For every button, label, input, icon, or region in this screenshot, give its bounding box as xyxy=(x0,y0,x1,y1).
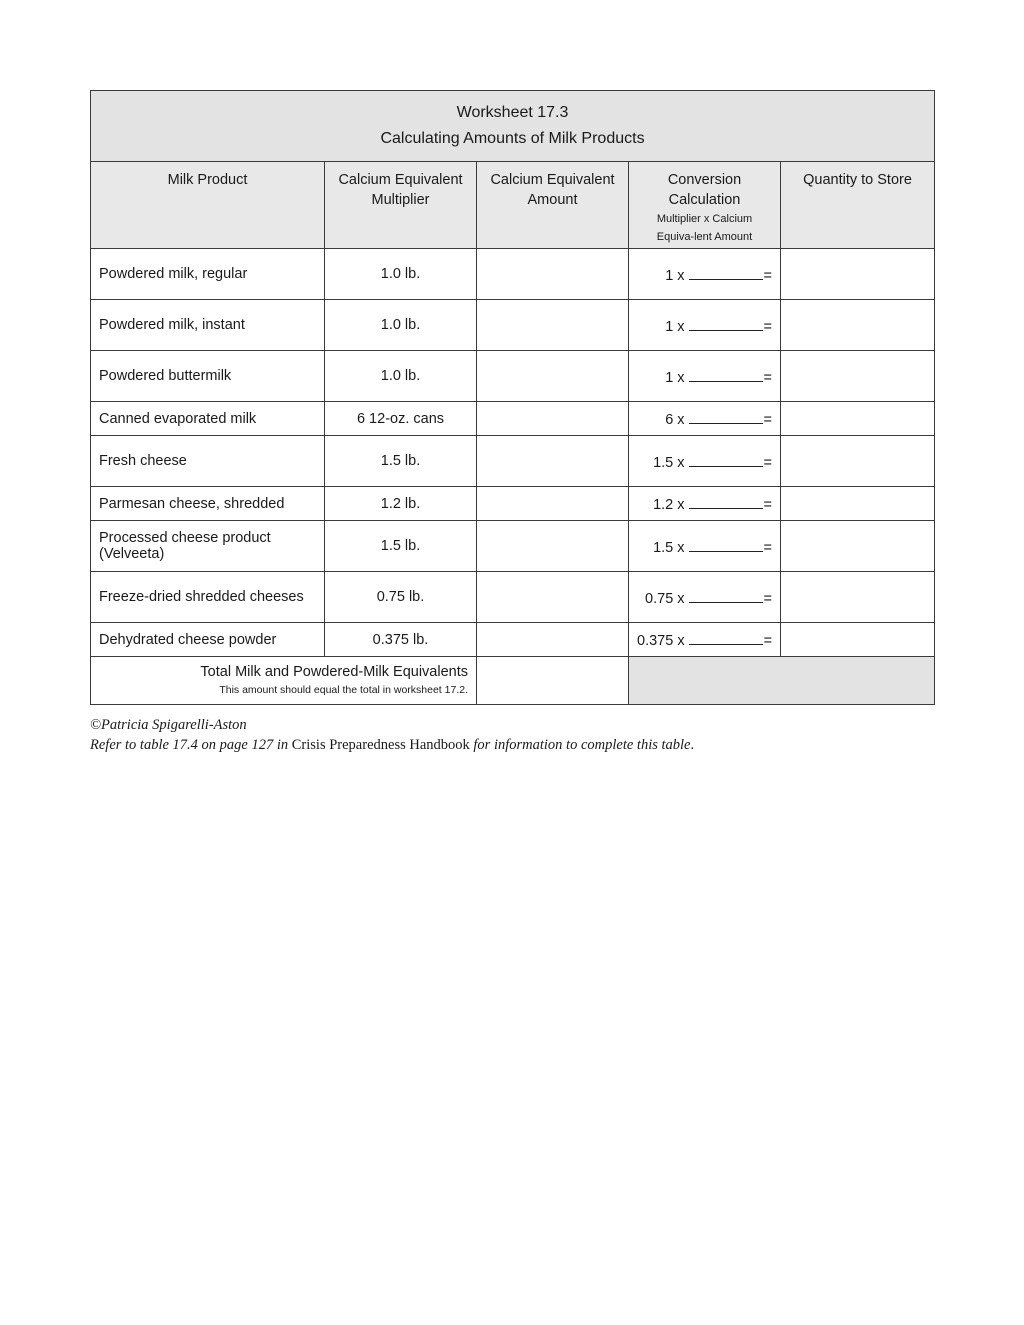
worksheet-number: Worksheet 17.3 xyxy=(456,104,569,121)
conversion-multiplier: 1.2 x xyxy=(653,497,685,513)
col-header-conversion xyxy=(629,162,781,249)
amount-input-cell[interactable] xyxy=(477,249,629,300)
conversion-multiplier: 1.5 x xyxy=(653,539,685,556)
quantity-input-cell[interactable] xyxy=(781,351,935,402)
amount-input-cell[interactable] xyxy=(477,300,629,351)
quantity-input-cell[interactable] xyxy=(781,436,935,487)
multiplier-value: 0.75 lb. xyxy=(325,572,477,623)
conversion-multiplier: 1 x xyxy=(665,369,685,386)
conversion-blank[interactable] xyxy=(689,630,763,645)
table-row xyxy=(91,521,935,572)
conversion-equals: = xyxy=(763,539,772,556)
conversion-cell xyxy=(629,521,781,572)
amount-input-cell[interactable] xyxy=(477,436,629,487)
conversion-header-sub: Multiplier x Calcium Equiva-lent Amount xyxy=(656,213,753,243)
conversion-equals: = xyxy=(763,267,772,284)
conversion-equals: = xyxy=(763,633,773,649)
conversion-blank[interactable] xyxy=(689,367,763,382)
amount-input-cell[interactable] xyxy=(477,521,629,572)
conversion-equals: = xyxy=(763,318,772,335)
conversion-header-label: Conversion Calculation xyxy=(667,172,742,208)
quantity-input-cell[interactable] xyxy=(781,572,935,623)
col-header-amount: Calcium Equivalent Amount xyxy=(477,162,629,249)
conversion-blank[interactable] xyxy=(689,409,763,424)
quantity-input-cell[interactable] xyxy=(781,623,935,657)
conversion-blank[interactable] xyxy=(689,537,763,552)
total-label: Total Milk and Powdered-Milk Equivalents xyxy=(200,663,468,680)
product-name: Dehydrated cheese powder xyxy=(91,623,325,657)
conversion-blank[interactable] xyxy=(689,265,763,280)
product-name: Freeze-dried shredded cheeses xyxy=(91,572,325,623)
table-row xyxy=(91,572,935,623)
conversion-cell xyxy=(629,487,781,521)
conversion-multiplier: 1.5 x xyxy=(653,454,685,471)
amount-input-cell[interactable] xyxy=(477,402,629,436)
footer xyxy=(90,715,934,755)
amount-input-cell[interactable] xyxy=(477,351,629,402)
amount-input-cell[interactable] xyxy=(477,487,629,521)
table-row xyxy=(91,249,935,300)
conversion-blank[interactable] xyxy=(689,452,763,467)
multiplier-value: 1.5 lb. xyxy=(325,521,477,572)
table-row xyxy=(91,623,935,657)
conversion-equals: = xyxy=(763,590,772,607)
total-amount-cell[interactable] xyxy=(477,657,629,705)
col-header-multiplier: Calcium Equivalent Multiplier xyxy=(325,162,477,249)
quantity-input-cell[interactable] xyxy=(781,402,935,436)
total-shaded-cell xyxy=(629,657,935,705)
total-label-cell xyxy=(91,657,477,705)
quantity-input-cell[interactable] xyxy=(781,249,935,300)
reference-note: Refer to table 17.4 on page 127 in Crisis Preparedness Handbook for information to complete this table. xyxy=(90,737,695,753)
conversion-cell xyxy=(629,436,781,487)
product-name: Parmesan cheese, shredded xyxy=(91,487,325,521)
worksheet-title-cell xyxy=(91,91,935,162)
conversion-multiplier: 0.375 x xyxy=(637,633,685,649)
col-header-product: Milk Product xyxy=(91,162,325,249)
multiplier-value: 0.375 lb. xyxy=(325,623,477,657)
col-header-quantity: Quantity to Store xyxy=(781,162,935,249)
multiplier-value: 1.0 lb. xyxy=(325,249,477,300)
table-row xyxy=(91,487,935,521)
multiplier-value: 1.0 lb. xyxy=(325,300,477,351)
table-row xyxy=(91,436,935,487)
worksheet-table xyxy=(90,90,935,705)
conversion-multiplier: 1 x xyxy=(665,318,685,335)
quantity-input-cell[interactable] xyxy=(781,300,935,351)
product-name: Powdered milk, instant xyxy=(91,300,325,351)
multiplier-value: 1.5 lb. xyxy=(325,436,477,487)
product-name: Powdered buttermilk xyxy=(91,351,325,402)
multiplier-value: 6 12-oz. cans xyxy=(325,402,477,436)
header-row xyxy=(91,162,935,249)
total-row xyxy=(91,657,935,705)
table-body xyxy=(91,249,935,657)
conversion-cell xyxy=(629,300,781,351)
product-name: Processed cheese product (Velveeta) xyxy=(91,521,325,572)
table-row xyxy=(91,402,935,436)
conversion-cell xyxy=(629,351,781,402)
product-name: Fresh cheese xyxy=(91,436,325,487)
conversion-equals: = xyxy=(763,369,772,386)
conversion-equals: = xyxy=(763,454,772,471)
multiplier-value: 1.0 lb. xyxy=(325,351,477,402)
conversion-blank[interactable] xyxy=(689,494,763,509)
amount-input-cell[interactable] xyxy=(477,623,629,657)
conversion-cell xyxy=(629,402,781,436)
copyright: ©Patricia Spigarelli-Aston xyxy=(90,717,247,733)
conversion-equals: = xyxy=(763,497,772,513)
conversion-cell xyxy=(629,623,781,657)
conversion-multiplier: 1 x xyxy=(665,267,685,284)
quantity-input-cell[interactable] xyxy=(781,487,935,521)
product-name: Canned evaporated milk xyxy=(91,402,325,436)
amount-input-cell[interactable] xyxy=(477,572,629,623)
conversion-cell xyxy=(629,572,781,623)
conversion-multiplier: 6 x xyxy=(665,412,685,428)
quantity-input-cell[interactable] xyxy=(781,521,935,572)
conversion-cell xyxy=(629,249,781,300)
table-row xyxy=(91,351,935,402)
multiplier-value: 1.2 lb. xyxy=(325,487,477,521)
conversion-multiplier: 0.75 x xyxy=(645,590,685,607)
worksheet-title: Calculating Amounts of Milk Products xyxy=(380,130,645,147)
product-name: Powdered milk, regular xyxy=(91,249,325,300)
conversion-equals: = xyxy=(763,412,772,428)
conversion-blank[interactable] xyxy=(689,588,763,603)
conversion-blank[interactable] xyxy=(689,316,763,331)
table-row xyxy=(91,300,935,351)
total-note: This amount should equal the total in worksheet 17.2. xyxy=(219,683,468,696)
